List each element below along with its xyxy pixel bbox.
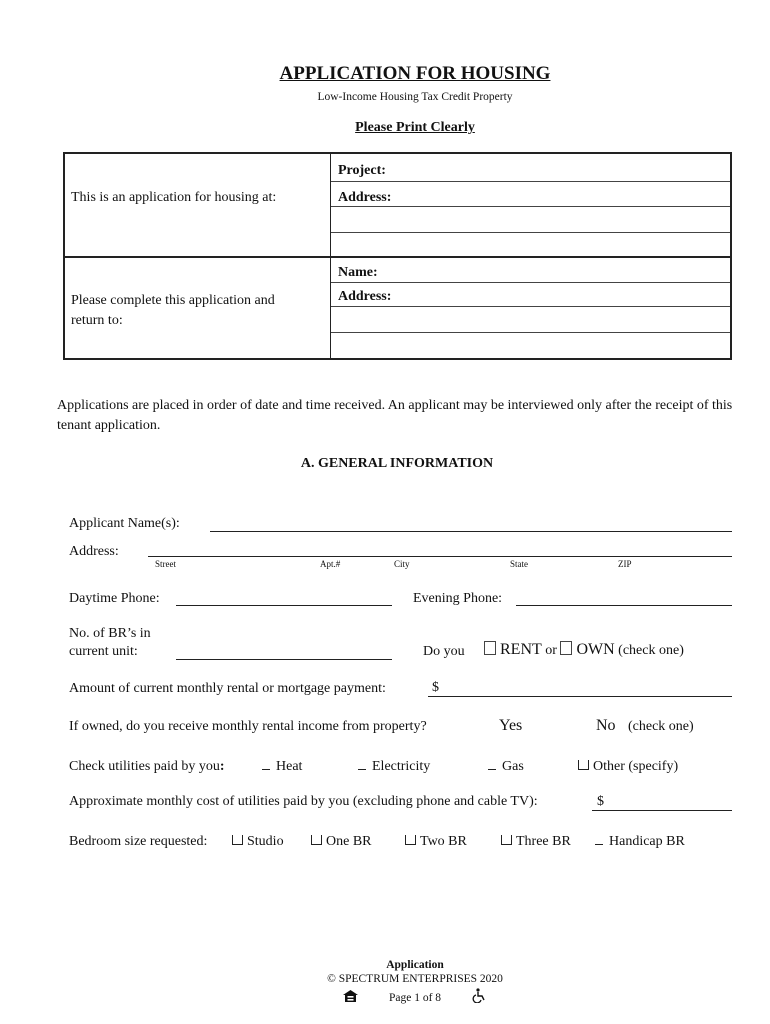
return-to-box — [63, 256, 732, 360]
utilities-cost-label: Approximate monthly cost of utilities paid by you (excluding phone and cable TV): — [69, 794, 538, 809]
gas-checkbox[interactable] — [488, 769, 496, 770]
three-br-label: Three BR — [516, 834, 571, 849]
handicap-br-label: Handicap BR — [609, 834, 685, 849]
column-divider — [330, 154, 331, 256]
own-checkbox[interactable] — [560, 641, 572, 655]
intro-paragraph: Applications are placed in order of date and time received. An applicant may be interviewed only after the receipt of this tenant application. — [57, 398, 733, 433]
one-br-label: One BR — [326, 834, 372, 849]
utilities-dollar-sign: $ — [597, 794, 604, 809]
city-sublabel: City — [394, 559, 410, 569]
project-address-field-2[interactable] — [331, 232, 730, 233]
studio-checkbox[interactable] — [232, 835, 243, 845]
apt-sublabel: Apt.# — [320, 559, 341, 569]
utility-heat[interactable] — [262, 759, 302, 775]
return-address-field[interactable] — [331, 306, 730, 307]
three-br-checkbox[interactable] — [501, 835, 512, 845]
electricity-checkbox[interactable] — [358, 769, 366, 770]
utilities-cost-field[interactable] — [592, 810, 732, 811]
form-title: APPLICATION FOR HOUSING — [279, 63, 551, 84]
zip-sublabel: ZIP — [618, 559, 632, 569]
own-option-label: OWN — [576, 641, 615, 658]
form-subtitle: Low-Income Housing Tax Credit Property — [317, 91, 513, 103]
or-text: or — [545, 643, 557, 658]
one-br-checkbox[interactable] — [311, 835, 322, 845]
utilities-label-colon: : — [219, 759, 225, 774]
other-label: Other (specify) — [593, 759, 679, 774]
studio-label: Studio — [247, 834, 284, 849]
gas-label: Gas — [502, 759, 524, 774]
project-address-label: Address: — [338, 190, 392, 205]
rent-own-options — [484, 641, 684, 659]
evening-phone-label: Evening Phone: — [413, 591, 503, 606]
print-instruction: Please Print Clearly — [355, 120, 475, 135]
brs-label-line1: No. of BR’s in — [69, 626, 151, 641]
brs-label-line2: current unit: — [69, 644, 138, 659]
bedroom-handicap-br[interactable] — [595, 834, 685, 850]
bedroom-three-br[interactable] — [501, 834, 571, 850]
electricity-label: Electricity — [372, 759, 431, 774]
return-address-label: Address: — [338, 289, 392, 304]
no-option[interactable]: No — [596, 717, 616, 734]
rental-income-label: If owned, do you receive monthly rental income from property? — [69, 719, 427, 734]
project-field[interactable] — [331, 181, 730, 182]
return-name-label: Name: — [338, 265, 378, 280]
footer-copyright: © SPECTRUM ENTERPRISES 2020 — [327, 973, 503, 985]
handicap-br-checkbox[interactable] — [595, 844, 603, 845]
daytime-phone-field[interactable] — [176, 605, 392, 606]
street-sublabel: Street — [155, 559, 176, 569]
address-field[interactable] — [148, 556, 732, 557]
rent-option-label: RENT — [500, 641, 542, 658]
project-address-field[interactable] — [331, 206, 730, 207]
check-one-note: (check one) — [618, 643, 684, 658]
address-label: Address: — [69, 544, 119, 559]
yes-option[interactable]: Yes — [499, 717, 523, 734]
state-sublabel: State — [510, 559, 528, 569]
rent-checkbox[interactable] — [484, 641, 496, 655]
project-label: Project: — [338, 163, 386, 178]
other-checkbox[interactable] — [578, 760, 589, 770]
heat-label: Heat — [276, 759, 303, 774]
bedroom-size-label: Bedroom size requested: — [69, 834, 208, 849]
two-br-checkbox[interactable] — [405, 835, 416, 845]
section-title: A. GENERAL INFORMATION — [300, 456, 494, 471]
footer-page-number: Page 1 of 8 — [388, 992, 442, 1004]
rental-check-one-note: (check one) — [628, 719, 694, 734]
housing-location-box — [63, 152, 732, 258]
do-you-label: Do you — [423, 644, 465, 659]
heat-checkbox[interactable] — [262, 769, 270, 770]
column-divider — [330, 258, 331, 358]
brs-field[interactable] — [176, 659, 392, 660]
daytime-phone-label: Daytime Phone: — [69, 591, 160, 606]
monthly-payment-label: Amount of current monthly rental or mortgage payment: — [69, 681, 386, 696]
bedroom-one-br[interactable] — [311, 834, 372, 850]
monthly-payment-field[interactable] — [428, 696, 732, 697]
bedroom-two-br[interactable] — [405, 834, 467, 850]
wheelchair-accessible-icon — [472, 988, 487, 1008]
footer-label: Application — [386, 959, 444, 971]
utility-gas[interactable] — [488, 759, 524, 775]
bedroom-studio[interactable] — [232, 834, 284, 850]
utility-electricity[interactable] — [358, 759, 430, 775]
return-address-field-2[interactable] — [331, 332, 730, 333]
return-name-field[interactable] — [331, 282, 730, 283]
applicant-names-label: Applicant Name(s): — [69, 516, 180, 531]
payment-dollar-sign: $ — [432, 680, 439, 695]
return-to-label: Please complete this application and return to: — [71, 293, 275, 328]
utilities-label-text: Check utilities paid by you — [69, 759, 220, 774]
evening-phone-field[interactable] — [516, 605, 732, 606]
applicant-names-field[interactable] — [210, 531, 732, 532]
equal-housing-icon — [342, 989, 359, 1008]
two-br-label: Two BR — [420, 834, 467, 849]
housing-at-label: This is an application for housing at: — [71, 190, 277, 205]
utility-other[interactable] — [578, 759, 678, 775]
utilities-label — [69, 759, 225, 775]
